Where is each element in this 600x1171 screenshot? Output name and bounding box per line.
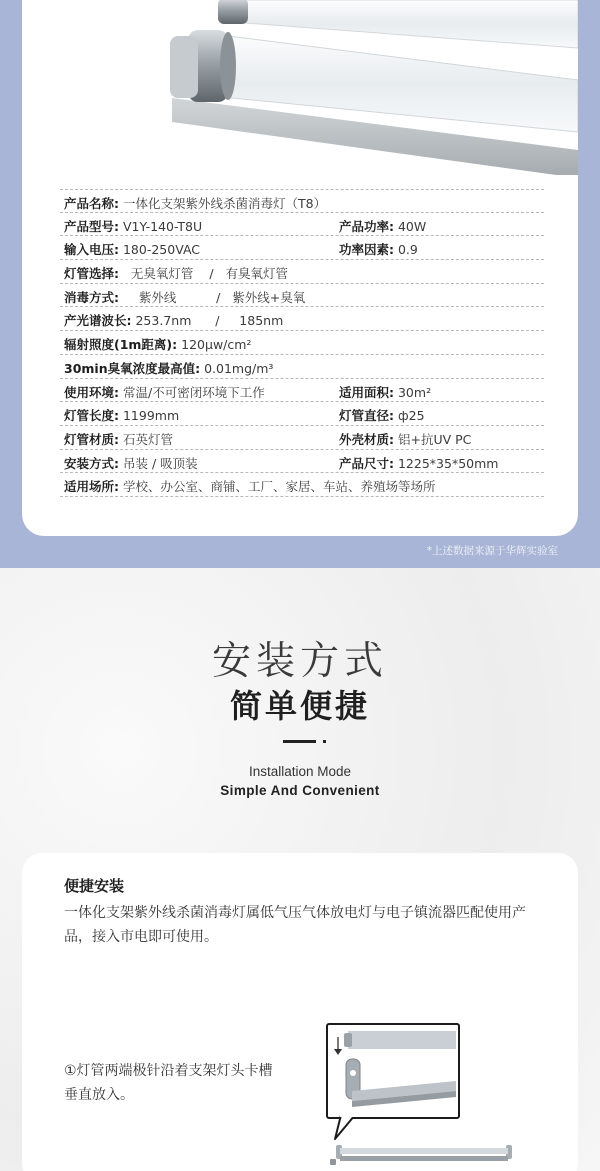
spec-label: 产品型号: [64, 218, 119, 234]
spec-label: 产品名称: [64, 196, 119, 211]
spec-value: 一体化支架紫外线杀菌消毒灯（T8） [122, 196, 327, 211]
spec-row [60, 260, 544, 284]
spec-label: 产品尺寸: [339, 455, 394, 471]
spec-row [60, 331, 544, 355]
spec-card [22, 0, 578, 536]
install-subtitle-en: Simple And Convenient [220, 783, 380, 798]
spec-value: 吊装 / 吸顶装 [122, 455, 198, 471]
spec-label: 适用场所: [64, 479, 119, 495]
fixture-illustration [328, 1129, 528, 1169]
spec-table [60, 189, 544, 497]
spec-value: 120μw/cm² [181, 337, 252, 353]
spec-label: 消毒方式: [64, 289, 119, 305]
install-title: 安装方式 [211, 639, 388, 684]
feature-heading: 便捷安装 [64, 877, 125, 895]
spec-label: 产光谱波长: [64, 313, 132, 329]
spec-label: 外壳材质: [339, 431, 394, 447]
spec-row [60, 189, 544, 213]
spec-label: 输入电压: [64, 242, 119, 258]
spec-value: 铝+抗UV PC [397, 431, 472, 447]
spec-value: 1225*35*50mm [397, 455, 499, 471]
spec-label: 功率因素: [339, 242, 394, 258]
spec-row [60, 213, 544, 237]
install-diagram [328, 1025, 458, 1117]
install-title-en: Installation Mode [248, 764, 352, 779]
spec-value: 1199mm [122, 408, 180, 424]
spec-row [60, 379, 544, 403]
spec-value: ф25 [397, 408, 425, 424]
spec-label: 30min臭氧浓度最高值: [64, 360, 201, 376]
spec-value: 253.7nm / 185nm [135, 313, 284, 329]
spec-row [60, 284, 544, 308]
spec-label: 灯管选择: [64, 266, 119, 282]
product-photo [22, 0, 578, 175]
spec-label: 产品功率: [339, 218, 394, 234]
install-subtitle: 简单便捷 [229, 687, 370, 725]
spec-value: 无臭氧灯管 / 有臭氧灯管 [122, 266, 288, 282]
spec-label: 灯管长度: [64, 408, 119, 424]
install-step-1: ①灯管两端极针沿着支架灯头卡槽垂直放入。 [64, 1063, 273, 1103]
spec-label: 灯管材质: [64, 431, 119, 447]
spec-label: 使用环境: [64, 384, 119, 400]
spec-row [60, 355, 544, 379]
spec-value: 常温/不可密闭环境下工作 [122, 384, 265, 400]
spec-value: 180-250VAC [122, 242, 201, 258]
spec-value: 紫外线 / 紫外线+臭氧 [122, 289, 306, 305]
spec-row [60, 426, 544, 450]
data-source-note: *上述数据来源于华辉实验室 [426, 545, 558, 557]
spec-value: 学校、办公室、商铺、工厂、家居、车站、养殖场等场所 [122, 479, 436, 495]
spec-value: 0.01mg/m³ [204, 360, 274, 376]
install-diagram-callout [326, 1023, 460, 1119]
spec-label: 适用面积: [339, 384, 394, 400]
title-divider [283, 740, 316, 743]
feature-description: 一体化支架紫外线杀菌消毒灯属低气压气体放电灯与电子镇流器匹配使用产品，接入市电即可使用。 [64, 905, 526, 945]
spec-label: 灯管直径: [339, 408, 394, 424]
spec-label: 辐射照度(1m距离): [64, 337, 178, 353]
spec-row [60, 450, 544, 474]
spec-value: 石英灯管 [122, 431, 173, 447]
title-divider-dot [323, 740, 326, 743]
spec-value: 0.9 [397, 242, 418, 258]
spec-row [60, 307, 544, 331]
spec-row [60, 402, 544, 426]
spec-label: 安装方式: [64, 455, 119, 471]
spec-row [60, 473, 544, 497]
install-card [22, 853, 578, 1171]
spec-value: 30m² [397, 384, 432, 400]
spec-row [60, 236, 544, 260]
spec-value: V1Y-140-T8U [122, 218, 203, 234]
spec-value: 40W [397, 218, 427, 234]
